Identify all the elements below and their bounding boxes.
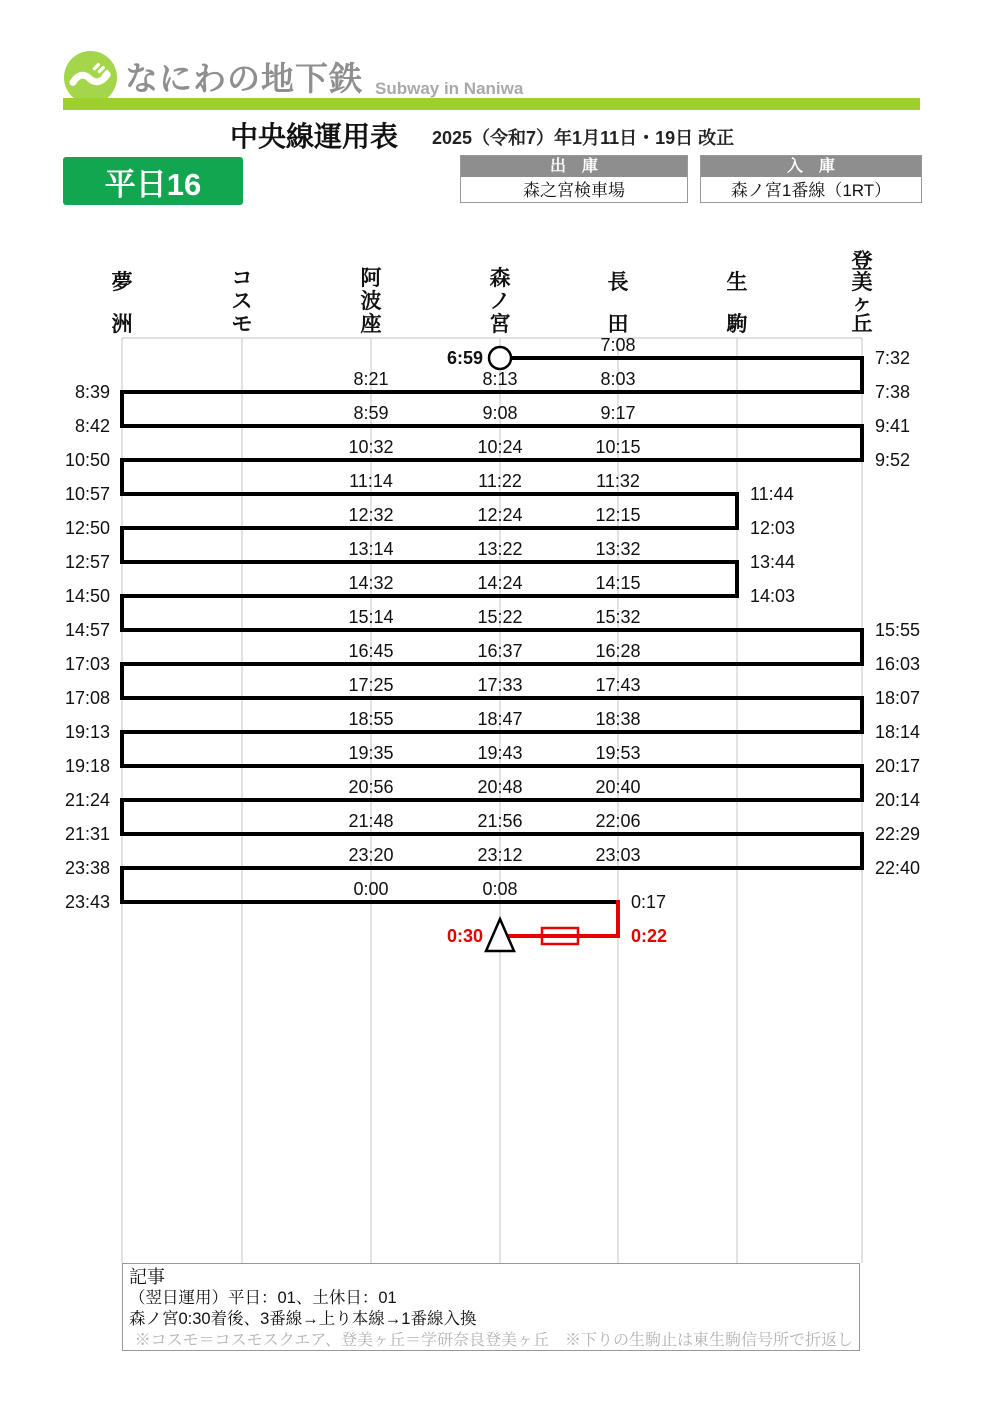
- subway-logo-icon: [63, 50, 118, 105]
- terminal-time: 7:38: [875, 382, 911, 402]
- brand-title: なにわの地下鉄: [125, 60, 363, 97]
- svg-text:座: 座: [360, 313, 382, 336]
- yumeshima-time: 8:42: [74, 416, 110, 436]
- time-label: 14:15: [595, 573, 641, 593]
- svg-text:波: 波: [360, 290, 382, 313]
- notes-title: 記事: [129, 1267, 165, 1287]
- time-label: 21:48: [348, 811, 394, 831]
- time-label: 9:17: [600, 403, 636, 423]
- time-label: 19:53: [595, 743, 641, 763]
- terminal-time: 0:22: [631, 926, 668, 946]
- yumeshima-time: 8:39: [74, 382, 110, 402]
- depot-out-time: 6:59: [446, 348, 483, 368]
- svg-text:宮: 宮: [489, 313, 511, 336]
- time-label: 17:25: [348, 675, 394, 695]
- depot-in-label: 入 庫: [701, 156, 921, 179]
- depot-in-value: 森ノ宮1番線（1RT）: [730, 181, 892, 200]
- time-label: 19:43: [477, 743, 523, 763]
- time-label: 16:28: [595, 641, 641, 661]
- time-label: 17:33: [477, 675, 523, 695]
- terminal-time: 11:44: [750, 484, 794, 504]
- time-label: 23:03: [595, 845, 641, 865]
- notes-next-duty: （翌日運用）平日：01、土休日：01: [129, 1289, 397, 1307]
- time-label: 23:20: [348, 845, 394, 865]
- terminal-time: 13:44: [750, 552, 796, 572]
- time-label: 14:24: [477, 573, 523, 593]
- svg-text:駒: 駒: [726, 313, 748, 336]
- notes-shunt: 森ノ宮0:30着後、3番線→上り本線→1番線入換: [129, 1310, 477, 1328]
- yumeshima-time: 21:31: [64, 824, 110, 844]
- terminal-time: 14:03: [750, 586, 796, 606]
- svg-text:モ: モ: [231, 313, 253, 336]
- depot-out-circle: [489, 347, 511, 369]
- yumeshima-time: 14:50: [64, 586, 110, 606]
- grid: [122, 338, 862, 1263]
- yumeshima-time: 12:50: [64, 518, 110, 538]
- terminal-time: 16:03: [875, 654, 921, 674]
- time-label: 18:38: [595, 709, 641, 729]
- terminal-time: 20:14: [875, 790, 921, 810]
- time-label: 19:35: [348, 743, 394, 763]
- svg-text:ス: ス: [231, 290, 253, 313]
- shunt-rect: [542, 928, 578, 944]
- terminal-time: 9:52: [875, 450, 911, 470]
- svg-text:田: 田: [607, 313, 629, 336]
- time-label: 8:03: [600, 369, 636, 389]
- notes-box: [122, 1263, 860, 1351]
- time-label: 16:37: [477, 641, 523, 661]
- yumeshima-time: 19:13: [64, 722, 110, 742]
- svg-text:ノ: ノ: [489, 290, 511, 313]
- time-label: 10:32: [348, 437, 394, 457]
- time-label: 12:15: [595, 505, 641, 525]
- time-label: 15:22: [477, 607, 523, 627]
- time-label: 8:13: [482, 369, 518, 389]
- time-label: 23:12: [477, 845, 523, 865]
- time-label: 13:32: [595, 539, 641, 559]
- time-label: 22:06: [595, 811, 641, 831]
- page-title: 中央線運用表: [230, 121, 399, 152]
- time-label: 20:48: [477, 777, 523, 797]
- station-labels: [112, 249, 873, 336]
- yumeshima-time: 17:08: [64, 688, 110, 708]
- time-label: 8:21: [353, 369, 389, 389]
- time-label: 9:08: [482, 403, 518, 423]
- yumeshima-time: 19:18: [64, 756, 110, 776]
- time-label: 14:32: [348, 573, 394, 593]
- time-label: 11:14: [349, 471, 393, 491]
- terminal-time: 22:29: [875, 824, 921, 844]
- terminal-time: 18:14: [875, 722, 921, 742]
- terminal-time: 15:55: [875, 620, 921, 640]
- brand-bar: [63, 98, 920, 110]
- turnback-time: 0:30: [446, 926, 483, 946]
- notes-fineprint: ※コスモ＝コスモスクエア、登美ヶ丘＝学研奈良登美ヶ丘 ※下りの生駒止は東生駒信号所で折返し: [134, 1332, 853, 1349]
- time-label: 18:47: [477, 709, 523, 729]
- turnback-triangle: [486, 919, 514, 951]
- time-labels: [65, 335, 920, 946]
- svg-text:洲: 洲: [111, 313, 133, 336]
- time-label: 20:40: [595, 777, 641, 797]
- depot-in-box: [700, 155, 922, 203]
- time-label: 12:24: [477, 505, 523, 525]
- yumeshima-time: 21:24: [64, 790, 110, 810]
- time-label: 17:43: [595, 675, 641, 695]
- yumeshima-time: 10:57: [64, 484, 110, 504]
- terminal-time: 9:41: [875, 416, 911, 436]
- time-label: 15:14: [348, 607, 394, 627]
- svg-text:森: 森: [489, 267, 511, 290]
- svg-text:夢: 夢: [111, 271, 133, 294]
- depot-out-box: [460, 155, 688, 203]
- yumeshima-time: 14:57: [64, 620, 110, 640]
- svg-text:登: 登: [851, 250, 873, 273]
- svg-text:阿: 阿: [360, 267, 382, 290]
- terminal-time: 22:40: [875, 858, 921, 878]
- yumeshima-time: 23:38: [64, 858, 110, 878]
- time-label: 11:22: [478, 471, 522, 491]
- time-label: 10:15: [595, 437, 641, 457]
- time-label: 13:14: [348, 539, 394, 559]
- time-label: 15:32: [595, 607, 641, 627]
- terminal-time: 12:03: [750, 518, 796, 538]
- svg-text:長: 長: [607, 271, 629, 294]
- depot-out-label: 出 庫: [461, 156, 687, 179]
- yumeshima-time: 12:57: [64, 552, 110, 572]
- time-label: 20:56: [348, 777, 394, 797]
- yumeshima-time: 23:43: [64, 892, 110, 912]
- terminal-time: 18:07: [875, 688, 921, 708]
- time-label: 21:56: [477, 811, 523, 831]
- time-label: 0:08: [482, 879, 518, 899]
- brand-subtitle: Subway in Naniwa: [375, 79, 524, 98]
- time-label: 13:22: [477, 539, 523, 559]
- svg-text:丘: 丘: [851, 313, 873, 336]
- depot-out-value: 森之宮検車場: [523, 181, 625, 200]
- svg-text:ヶ: ヶ: [851, 292, 873, 315]
- yumeshima-time: 17:03: [64, 654, 110, 674]
- time-label: 11:32: [596, 471, 640, 491]
- yumeshima-time: 10:50: [64, 450, 110, 470]
- time-label: 12:32: [348, 505, 394, 525]
- time-label: 0:00: [353, 879, 389, 899]
- terminal-time: 0:17: [631, 892, 667, 912]
- duty-badge: 平日16: [63, 157, 243, 205]
- terminal-time: 7:32: [875, 348, 911, 368]
- revision-date: 2025（令和7）年1月11日・19日 改正: [432, 128, 735, 148]
- svg-text:コ: コ: [231, 267, 253, 290]
- time-label: 10:24: [477, 437, 523, 457]
- svg-text:生: 生: [726, 271, 748, 294]
- time-label: 8:59: [353, 403, 389, 423]
- runs: [122, 347, 862, 951]
- terminal-time: 20:17: [875, 756, 921, 776]
- svg-text:美: 美: [851, 271, 873, 294]
- time-label: 18:55: [348, 709, 394, 729]
- time-label: 7:08: [600, 335, 636, 355]
- time-label: 16:45: [348, 641, 394, 661]
